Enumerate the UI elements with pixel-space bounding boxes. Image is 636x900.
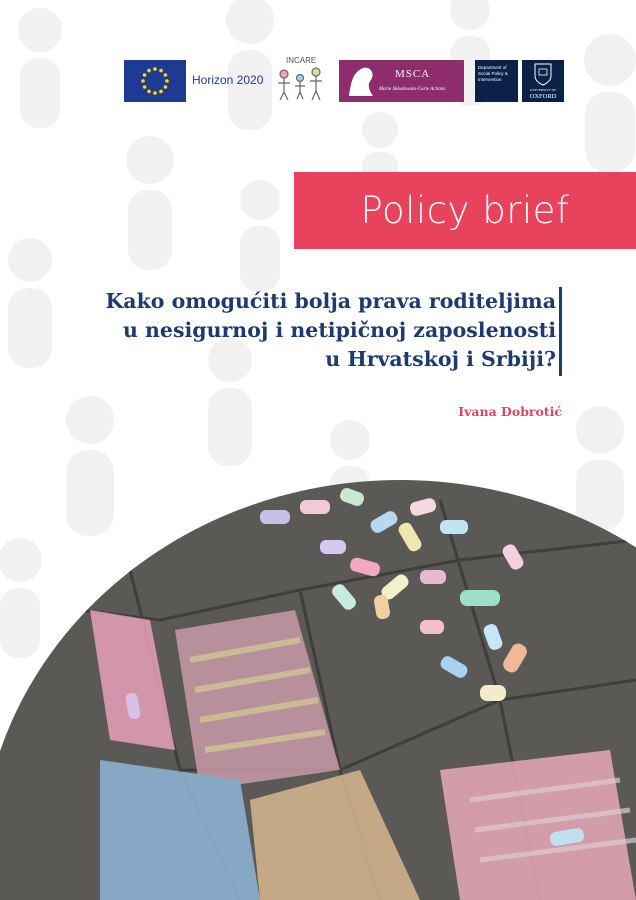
dspi-label: Department of Social Policy & Intervention — [478, 65, 508, 82]
title-accent-bar — [559, 287, 562, 376]
oxford-university-label: UNIVERSITY OF — [529, 88, 557, 92]
title-line: u nesigurnoj i netipičnoj zaposlenosti — [122, 318, 556, 342]
msca-title: MSCA — [395, 68, 431, 80]
dspi-logo — [475, 60, 518, 102]
title-line: Kako omogućiti bolja prava roditeljima — [105, 289, 556, 313]
msca-logo — [339, 60, 464, 102]
incare-logo — [274, 58, 326, 102]
author-name: Ivana Dobrotić — [458, 404, 562, 419]
policy-brief-banner — [294, 172, 636, 249]
oxford-crest-icon — [522, 60, 564, 88]
oxford-name-label: OXFORD — [529, 93, 557, 100]
chalk-photo — [0, 470, 636, 900]
eu-stars-icon — [124, 60, 186, 102]
policy-brief-label: Policy brief — [360, 189, 570, 232]
horizon-2020-label: Horizon 2020 — [192, 73, 264, 87]
msca-portrait-icon — [343, 60, 379, 102]
oxford-logo — [522, 60, 564, 102]
title-line: u Hrvatskoj i Srbiji? — [325, 347, 556, 371]
msca-subtitle: Marie Skłodowska-Curie Actions — [379, 87, 446, 92]
incare-label: INCARE — [286, 56, 317, 65]
document-title — [76, 287, 556, 374]
eu-flag-logo — [124, 60, 186, 102]
logo-strip — [124, 58, 564, 104]
